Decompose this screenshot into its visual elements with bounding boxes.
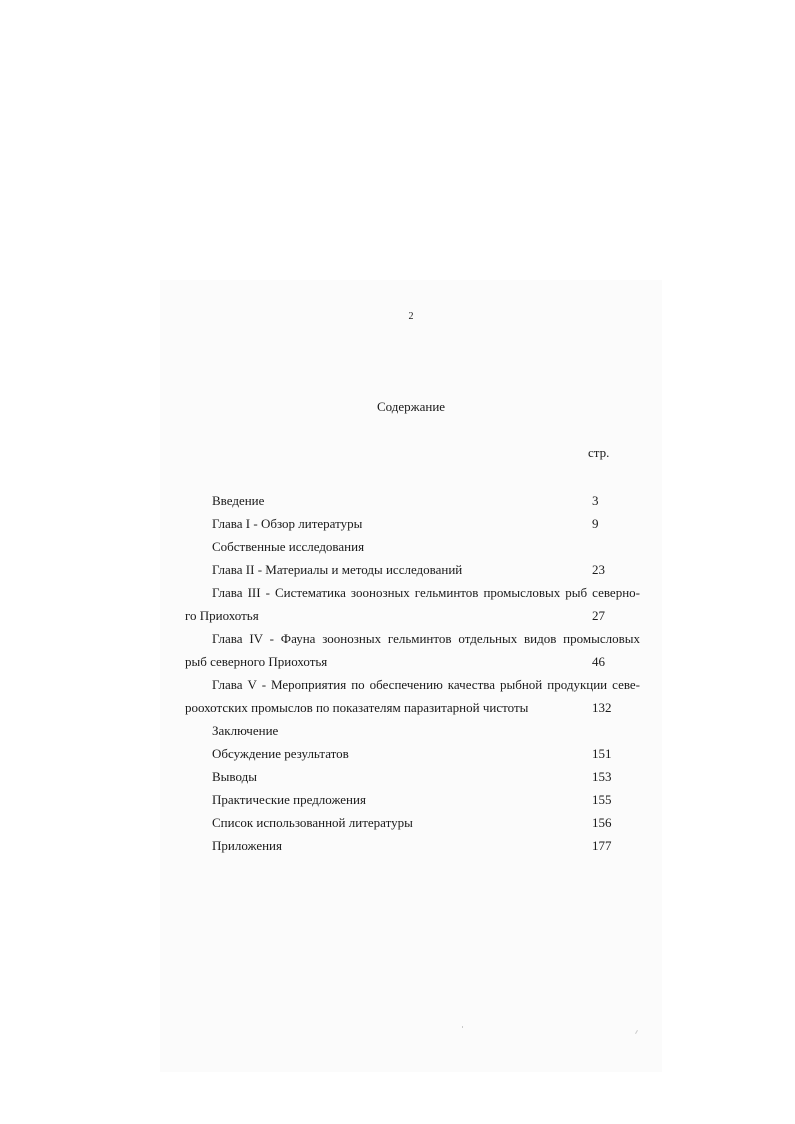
toc-entry-introduction xyxy=(185,489,640,512)
toc-entry-label: Список использованной литературы xyxy=(212,815,413,830)
toc-entry-page: 177 xyxy=(592,838,612,853)
toc-entry-page: 151 xyxy=(592,746,612,761)
toc-entry-recommendations xyxy=(185,788,640,811)
toc-entry-label: Практические предложения xyxy=(212,792,366,807)
toc-entry-own-research xyxy=(185,535,640,558)
toc-entry-page: 9 xyxy=(592,516,599,531)
toc-entry-findings xyxy=(185,765,640,788)
toc-entry-conclusion xyxy=(185,719,640,742)
toc-entry-label: Заключение xyxy=(212,723,279,738)
page-number: 2 xyxy=(408,311,414,322)
toc-entry-page: 155 xyxy=(592,792,612,807)
toc-entry-label: Собственные исследования xyxy=(212,539,365,554)
toc-entry-label-continued: го Приохотья xyxy=(185,608,259,623)
toc-entry-label: Глава III - Систематика зоонозных гельминтов промысловых рыб северно- xyxy=(212,585,640,600)
toc-entry-label: Глава V - Мероприятия по обеспечению качества рыбной продукции севе- xyxy=(212,677,640,692)
toc-title: Содержание xyxy=(376,399,446,414)
toc-entry-label: Приложения xyxy=(212,838,282,853)
toc-entry-label: Выводы xyxy=(212,769,257,784)
toc-entry-label: Обсуждение результатов xyxy=(212,746,349,761)
toc-entry-discussion xyxy=(185,742,640,765)
toc-entry-page: 23 xyxy=(592,562,605,577)
toc-entry-label: Введение xyxy=(212,493,265,508)
table-of-contents xyxy=(185,489,640,857)
toc-entry-label: Глава II - Материалы и методы исследований xyxy=(212,562,463,577)
toc-entry-chapter-4-line-1 xyxy=(185,627,640,650)
scan-speck xyxy=(462,1026,463,1028)
toc-entry-chapter-3-line-1 xyxy=(185,581,640,604)
toc-entry-page: 3 xyxy=(592,493,599,508)
toc-entry-label: Глава IV - Фауна зоонозных гельминтов отдельных видов промысловых xyxy=(212,631,640,646)
toc-entry-appendices xyxy=(185,834,640,857)
toc-entry-page: 156 xyxy=(592,815,612,830)
toc-entry-label: Глава I - Обзор литературы xyxy=(212,516,363,531)
toc-entry-page: 27 xyxy=(592,608,605,623)
toc-entry-label-continued: рыб северного Приохотья xyxy=(185,654,328,669)
page-column-header: стр. xyxy=(588,445,610,460)
toc-entry-page: 46 xyxy=(592,654,605,669)
toc-entry-chapter-2 xyxy=(185,558,640,581)
toc-entry-chapter-5-line-2 xyxy=(185,696,640,719)
toc-entry-label-continued: роохотских промыслов по показателям паразитарной чистоты xyxy=(185,700,529,715)
toc-entry-page: 132 xyxy=(592,700,612,715)
toc-entry-chapter-5-line-1 xyxy=(185,673,640,696)
toc-entry-chapter-4-line-2 xyxy=(185,650,640,673)
toc-entry-page: 153 xyxy=(592,769,612,784)
toc-entry-references xyxy=(185,811,640,834)
toc-entry-chapter-3-line-2 xyxy=(185,604,640,627)
toc-entry-chapter-1 xyxy=(185,512,640,535)
